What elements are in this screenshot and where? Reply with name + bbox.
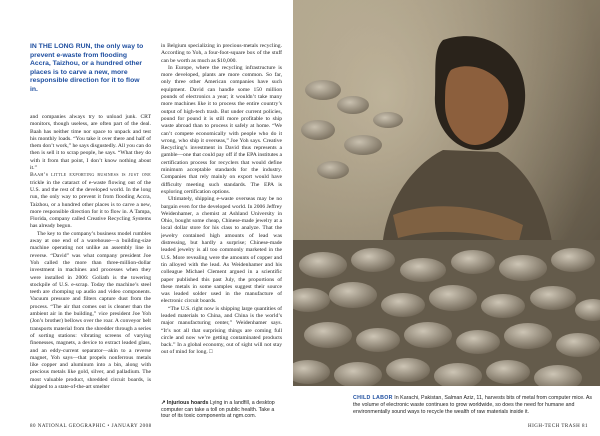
pull-quote: IN THE LONG RUN, the only way to prevent e-waste from flooding Accra, Taizhou, or a hundred other places is to carve a new, more responsible direction for it to flow in. (30, 43, 144, 93)
photo-caption (353, 395, 593, 416)
paragraph: and companies always try to unload junk. CRT monitors, though useless, are often part of the deal. Baah has neither time nor space to unpack and test his monthly loads. “You take it over there and half of them don’t work,” he says disgustedly. All you can do then is sell it to scrap people, he says. “What they do with it from that point, I don’t know nothing about it.” (30, 114, 151, 172)
section-lead-in: Baah’s little exporting business is just one (30, 172, 151, 179)
paragraph: “The U.S. right now is shipping large quantities of leaded materials to China, and China is the world’s major manufacturing center,” Weidenhamer says. “It’s not all that surprising things are coming full circle and now we’re getting contaminated products back.” In a global economy, out of sight will not stay out of mind for long. □ (161, 305, 282, 356)
online-feature-caption (161, 400, 282, 420)
page-folio-left: 80 NATIONAL GEOGRAPHIC • JANUARY 2008 (30, 424, 152, 429)
paragraph (30, 172, 151, 230)
article-column-2 (161, 43, 282, 416)
caption-label: CHILD LABOR (353, 395, 393, 401)
caption-label: ↗ Injurious hoards (161, 400, 209, 406)
paragraph-text: trickle in the cataract of e-waste flowing out of the U.S. and the rest of the developed world. In the long run, the only way to prevent it from flooding Accra, Taizhou, or a hundred other places is to carve a new, more responsible direction for it to flow in. A Tampa, Florida, company called Creative Recycling Systems has already begun. (30, 179, 151, 230)
photo-illustration (293, 0, 600, 386)
paragraph: In Europe, where the recycling infrastructure is more developed, plants are more common. So far, only three other American companies have such equipment. David can handle some 150 million pounds of electronics a year; it wouldn’t take many more machines like it to process the entire country’s output of high-tech trash. But under current policies, pound for pound it is still more profitable to ship waste abroad than to process it safely at home. “We can’t compete economically with people who do it wrong, who ship it overseas,” Joe Yoh says. Creative Recycling’s investment in David thus represents a gamble—one that could pay off if the EPA institutes a certification process for recyclers that would define minimum acceptable standards for the industry. Companies that rely mainly on export would have difficulty meeting such standards. The EPA is exploring certification options. (161, 64, 282, 195)
paragraph: in Belgium specializing in precious-metals recycling. According to Yoh, a four-foot-square box of the stuff can be worth as much as $10,000. (161, 43, 282, 64)
paragraph: Ultimately, shipping e-waste overseas may be no bargain even for the developed world. In 2006 Jeffrey Weidenhamer, a chemist at Ashland University in Ohio, bought some cheap, Chinese-made jewelry at a local dollar store for his class to analyze. That the jewelry contained high amounts of lead was distressing, but hardly a surprise; Chinese-made leaded jewelry is all too commonly marketed in the U.S. More revealing were the amounts of copper and tin alloyed with the lead. As Weidenhamer and his colleague Michael Clement argued in a scientific paper published this past July, the proportions of these metals in some samples suggest their source was leaded solder used in the manufacture of electronic circuit boards. (161, 196, 282, 305)
caption-text[interactable]: Lying in a landfill, a desktop computer can take a toll on public health. Take a tour of its toxic components at ngm.com. (161, 400, 275, 420)
article-column-1 (30, 114, 151, 414)
caption-text: In Karachi, Pakistan, Salman Aziz, 11, harvests bits of metal from computer mice. As the volume of electronic waste continues to grow worldwide, so does the need for humane and environmentally sound ways to recycle the wealth of raw materials inside it. (353, 395, 593, 415)
photo-child-labor (293, 0, 600, 386)
paragraph: The key to the company’s business model rumbles away at one end of a warehouse—a building-size machine operating not unlike an assembly line in reverse. “David” was what company president Joe Yoh called the more than three-million-dollar investment in machines and processes when they were installed in 2006: Goliath is the towering stockpile of U.S. e-scrap. Today the machine’s steel teeth are chomping up audio and video components. Vacuum pressure and filters capture dust from the process. “The air that comes out is cleaner than the ambient air in the building,” vice president Joe Yoh (Jon’s brother) bellows over the roar. A conveyor belt transports material from the shredder through a series of sorting stations: vibrating screens of varying finenesses, magnets, a device to extract leaded glass, and an eddy-current separator—akin to a reverse magnet, Yoh says—that propels nonferrous metals like copper and aluminum into a bin, along with precious metals like gold, silver, and palladium. The most valuable product, shredded circuit boards, is shipped to a state-of-the-art smelter (30, 230, 151, 390)
page-folio-right: HIGH-TECH TRASH 81 (527, 424, 588, 429)
